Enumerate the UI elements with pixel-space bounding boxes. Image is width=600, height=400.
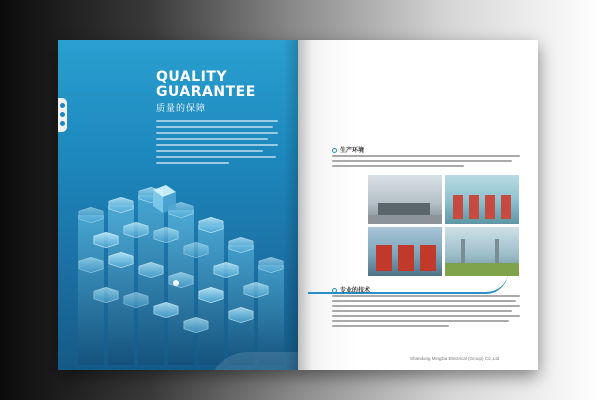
text-line (332, 305, 520, 307)
text-line (156, 126, 273, 128)
right-page (298, 40, 538, 370)
title-line-1: QUALITY (156, 69, 227, 85)
text-line (332, 160, 512, 162)
factory-photo (368, 175, 442, 224)
text-line (332, 325, 449, 327)
section-2-paragraph (332, 295, 520, 330)
section-heading-environment (332, 145, 364, 154)
text-line (332, 300, 516, 302)
text-line (332, 310, 512, 312)
title-line-2: GUARANTEE (156, 84, 256, 100)
page-subtitle-cn: 质量的保障 (156, 103, 207, 113)
text-line (332, 165, 464, 167)
tab-dot (60, 121, 65, 126)
side-tab (58, 98, 67, 132)
bullet-icon (332, 288, 337, 293)
factory-photo (368, 227, 442, 276)
section-heading-technology (332, 285, 370, 294)
section-1-title: 生产环境 (340, 148, 365, 154)
factory-photo (445, 175, 519, 224)
left-page (58, 40, 298, 370)
text-line (156, 132, 278, 134)
text-line (332, 320, 509, 322)
hexagon-prism-art (58, 135, 298, 370)
page-title (156, 70, 256, 100)
brochure-spread (58, 40, 538, 370)
text-line (332, 315, 520, 317)
section-2-title: 专业的技术 (340, 288, 371, 294)
tab-dot (60, 112, 65, 117)
section-1-paragraph (332, 155, 520, 170)
tab-dot (60, 103, 65, 108)
bullet-icon (332, 148, 337, 153)
factory-photo-grid (368, 175, 520, 277)
text-line (332, 295, 520, 297)
text-line (332, 155, 520, 157)
factory-photo (445, 227, 519, 276)
text-line (156, 120, 278, 122)
sparkle (173, 280, 179, 286)
page-footer: Shandong MingDa Electrical (Group) Co.,Ltd (410, 356, 500, 361)
